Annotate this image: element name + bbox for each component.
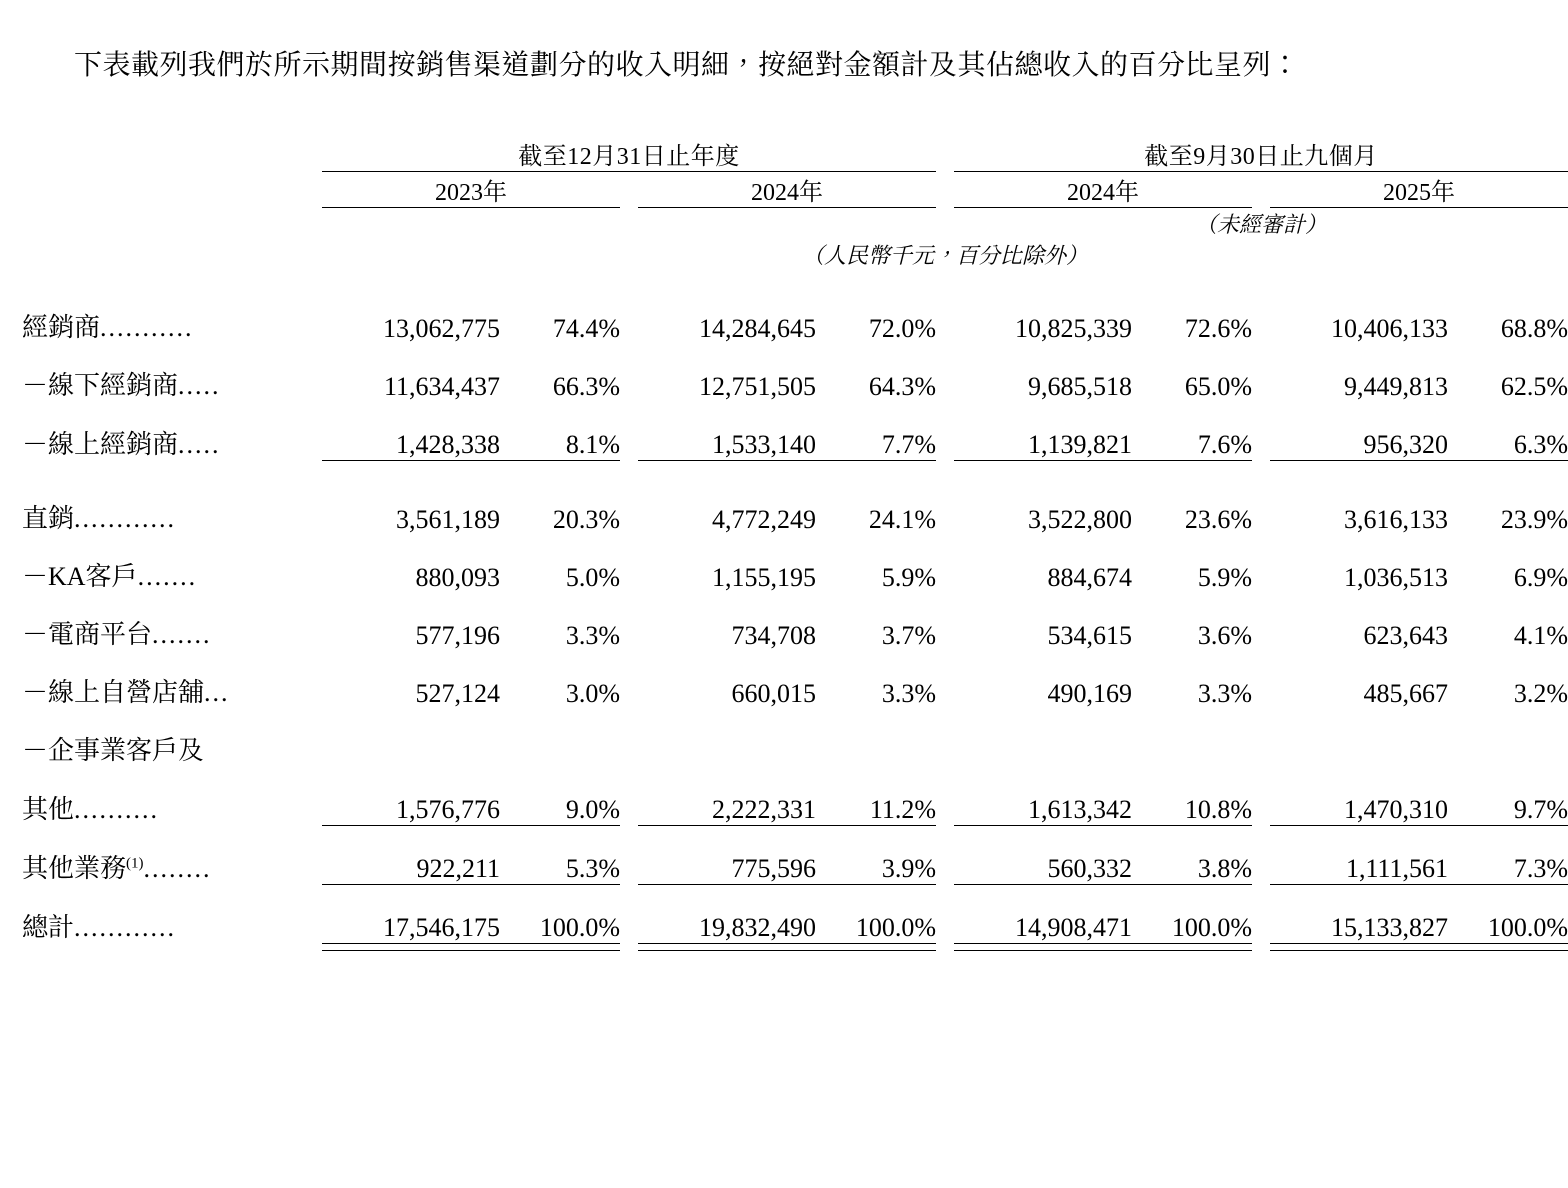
cell-value: 10.8% [1132, 767, 1252, 826]
gap [1252, 885, 1270, 944]
row-label-text: －線上自營店舖 [22, 678, 205, 707]
row-label-text: －KA客戶 [22, 562, 138, 591]
cell-value: 6.3% [1448, 402, 1568, 461]
row-leader-dots: ....... [152, 620, 212, 649]
cell-value: 65.0% [1184, 372, 1253, 401]
row-label [22, 651, 322, 709]
gap [1252, 344, 1270, 402]
table-row [22, 826, 1568, 885]
spacer-row-2 [22, 461, 1568, 478]
gap [1252, 535, 1270, 593]
cell-value: 9.7% [1448, 767, 1568, 826]
cell-value: 4,772,249 [712, 505, 816, 534]
cell-value: 1,470,310 [1270, 767, 1448, 826]
table-row [22, 344, 1568, 402]
group-gap [936, 136, 954, 172]
cell-value: 3.9% [816, 826, 936, 885]
cell-value: 13,062,775 [383, 314, 500, 343]
cell-value: 66.3% [552, 372, 620, 401]
gap [1252, 944, 1270, 951]
row-label-text: －企事業客戶及 [22, 736, 205, 765]
row-label-text: 直銷 [22, 504, 75, 533]
table-row [22, 286, 1568, 344]
cell-value: 1,533,140 [638, 402, 816, 461]
cell-value: 922,211 [322, 826, 500, 885]
unaudited-note: （未經審計） [1195, 212, 1328, 237]
cell-value: 623,643 [1363, 621, 1449, 650]
cell-value: 11.2% [816, 767, 936, 826]
spacer-row-1 [22, 270, 1568, 286]
cell-value: 9,685,518 [1028, 372, 1133, 401]
row-leader-dots: ..... [178, 371, 221, 400]
gap [620, 402, 638, 461]
row-label [22, 402, 322, 461]
total-double-rule [22, 944, 1568, 951]
cell-value: 7.6% [1132, 402, 1252, 461]
table-row-total [22, 885, 1568, 944]
table-row [22, 651, 1568, 709]
row-leader-dots: ..... [178, 429, 221, 459]
gap [936, 402, 954, 461]
table-row [22, 593, 1568, 651]
gap [936, 826, 954, 885]
cell-value: 3.8% [1132, 826, 1252, 885]
row-label-text: 其他業務 [22, 853, 127, 883]
cell-value: 12,751,505 [699, 372, 816, 401]
rule-cell [1132, 944, 1252, 951]
cell-value: 1,576,776 [322, 767, 500, 826]
row-label-text: 其他 [22, 794, 75, 824]
cell-value: 4.1% [1513, 621, 1568, 650]
group-header-nine-months: 截至9月30日止九個月 [954, 136, 1568, 172]
cell-value: 3,616,133 [1344, 505, 1449, 534]
cell-empty [322, 709, 500, 767]
cell-value: 560,332 [954, 826, 1132, 885]
gap [936, 535, 954, 593]
gap [620, 344, 638, 402]
cell-value: 6.9% [1513, 563, 1568, 592]
cell-value: 3,561,189 [396, 505, 500, 534]
cell-empty [638, 709, 816, 767]
gap [1252, 826, 1270, 885]
row-label-text: －線下經銷商 [22, 371, 179, 400]
table-row [22, 477, 1568, 535]
cell-value: 534,615 [1047, 621, 1133, 650]
cell-value: 10,825,339 [1015, 314, 1133, 343]
cell-value: 734,708 [731, 621, 816, 650]
intro-paragraph [0, 28, 1488, 94]
cell-value: 20.3% [552, 505, 620, 534]
gap [620, 826, 638, 885]
table-unaudited-row [22, 208, 1568, 240]
empty-corner [22, 136, 322, 172]
gap [1252, 477, 1270, 535]
row-label [22, 477, 322, 535]
year-header-2025-9m: 2025年 [1270, 172, 1568, 208]
row-label-text: －電商平台 [22, 620, 153, 649]
row-label [22, 826, 322, 885]
cell-empty [500, 709, 620, 767]
cell-value: 14,908,471 [1015, 913, 1133, 942]
table-row [22, 767, 1568, 826]
row-label [22, 593, 322, 651]
cell-value: 1,036,513 [1344, 563, 1449, 592]
gap [936, 477, 954, 535]
cell-value: 2,222,331 [638, 767, 816, 826]
cell-value: 100.0% [1487, 913, 1568, 942]
gap [936, 651, 954, 709]
row-leader-dots: ....... [137, 562, 198, 591]
cell-value: 10,406,133 [1331, 314, 1449, 343]
cell-empty [1448, 709, 1568, 767]
cell-value: 1,111,561 [1270, 826, 1448, 885]
gap [620, 477, 638, 535]
gap [620, 885, 638, 944]
rule-cell [816, 944, 936, 951]
row-label [22, 885, 322, 944]
table-group-header-row [22, 136, 1568, 172]
cell-value: 884,674 [1047, 563, 1133, 592]
cell-value: 3.7% [881, 621, 937, 650]
row-label-text: 經銷商 [22, 313, 101, 342]
revenue-by-channel-table [22, 136, 1568, 951]
cell-value: 100.0% [1171, 913, 1253, 942]
cell-value: 3.3% [565, 621, 620, 650]
cell-value: 24.1% [868, 505, 937, 534]
units-note: （人民幣千元，百分比除外） [802, 243, 1089, 268]
cell-value: 3,522,800 [1028, 505, 1133, 534]
gap [1252, 709, 1270, 767]
cell-value: 660,015 [731, 679, 816, 708]
footnote-marker: (1) [126, 854, 144, 871]
empty-cell-u2 [322, 208, 954, 240]
cell-value: 3.3% [881, 679, 937, 708]
cell-value: 9.0% [500, 767, 620, 826]
table-row [22, 535, 1568, 593]
gap [1252, 767, 1270, 826]
empty-cell-n [22, 239, 322, 270]
group-header-year: 截至12月31日止年度 [322, 136, 936, 172]
cell-value: 9,449,813 [1344, 372, 1449, 401]
row-leader-dots: ............ [74, 912, 177, 942]
cell-value: 3.3% [1197, 679, 1253, 708]
gap [936, 944, 954, 951]
cell-value: 100.0% [855, 913, 937, 942]
row-label [22, 709, 322, 767]
gap [936, 885, 954, 944]
gap-1 [620, 172, 638, 208]
gap-3 [1252, 172, 1270, 208]
cell-empty [1270, 709, 1448, 767]
row-label [22, 344, 322, 402]
row-label [22, 767, 322, 826]
gap [936, 344, 954, 402]
rule-cell [1270, 944, 1448, 951]
gap [620, 593, 638, 651]
cell-empty [816, 709, 936, 767]
table-row [22, 709, 1568, 767]
cell-value: 19,832,490 [699, 913, 816, 942]
cell-value: 3.6% [1197, 621, 1253, 650]
cell-value: 72.0% [868, 314, 937, 343]
cell-value: 5.9% [881, 563, 937, 592]
row-leader-dots: ........... [100, 313, 194, 342]
cell-value: 5.3% [500, 826, 620, 885]
cell-value: 17,546,175 [383, 913, 500, 942]
gap [936, 286, 954, 344]
row-leader-dots: .......... [74, 794, 160, 824]
cell-value: 1,428,338 [322, 402, 500, 461]
cell-value: 7.3% [1448, 826, 1568, 885]
cell-value: 1,613,342 [954, 767, 1132, 826]
document-page [0, 28, 1568, 1188]
cell-value: 1,155,195 [712, 563, 816, 592]
table-units-row [22, 239, 1568, 270]
intro-text: 下表載列我們於所示期間按銷售渠道劃分的收入明細，按絕對金額計及其佔總收入的百分比呈列： [74, 50, 1300, 81]
cell-value: 3.0% [565, 679, 620, 708]
gap [620, 767, 638, 826]
gap [1252, 593, 1270, 651]
gap-2 [936, 172, 954, 208]
cell-value: 490,169 [1047, 679, 1133, 708]
cell-value: 72.6% [1184, 314, 1253, 343]
cell-value: 68.8% [1500, 314, 1568, 343]
year-header-2023: 2023年 [322, 172, 620, 208]
spacer-cell [22, 270, 1568, 286]
table-year-header-row [22, 172, 1568, 208]
gap [620, 651, 638, 709]
cell-empty [954, 709, 1132, 767]
rule-cell [638, 944, 816, 951]
row-leader-dots: ... [204, 678, 230, 707]
cell-value: 14,284,645 [699, 314, 816, 343]
cell-value: 1,139,821 [954, 402, 1132, 461]
row-label [22, 535, 322, 593]
cell-value: 956,320 [1270, 402, 1448, 461]
cell-value: 11,634,437 [383, 372, 500, 401]
cell-value: 7.7% [816, 402, 936, 461]
gap [620, 535, 638, 593]
cell-value: 5.0% [565, 563, 620, 592]
cell-value: 23.9% [1500, 505, 1568, 534]
cell-value: 15,133,827 [1331, 913, 1449, 942]
cell-value: 775,596 [638, 826, 816, 885]
row-label-text: －線上經銷商 [22, 429, 179, 459]
gap [936, 709, 954, 767]
cell-empty [1132, 709, 1252, 767]
year-header-2024-fy: 2024年 [638, 172, 936, 208]
row-leader-dots: ............ [74, 504, 177, 533]
gap [1252, 286, 1270, 344]
rule-cell [954, 944, 1132, 951]
rule-cell [1448, 944, 1568, 951]
empty-cell-u [22, 208, 322, 240]
cell-value: 100.0% [539, 913, 620, 942]
empty-corner-2 [22, 172, 322, 208]
rule-cell [322, 944, 500, 951]
cell-value: 62.5% [1500, 372, 1568, 401]
table-row [22, 402, 1568, 461]
year-header-2024-9m: 2024年 [954, 172, 1252, 208]
gap [1252, 402, 1270, 461]
cell-value: 880,093 [415, 563, 500, 592]
cell-value: 64.3% [868, 372, 937, 401]
gap [1252, 651, 1270, 709]
cell-value: 527,124 [415, 679, 500, 708]
gap [620, 944, 638, 951]
cell-value: 74.4% [552, 314, 620, 343]
cell-value: 8.1% [500, 402, 620, 461]
spacer-cell [22, 461, 1568, 478]
cell-value: 23.6% [1184, 505, 1253, 534]
cell-value: 577,196 [415, 621, 500, 650]
cell-value: 5.9% [1197, 563, 1253, 592]
cell-value: 485,667 [1363, 679, 1449, 708]
row-label [22, 286, 322, 344]
rule-label-gap [22, 944, 322, 951]
gap [936, 593, 954, 651]
gap [620, 286, 638, 344]
gap [620, 709, 638, 767]
cell-value: 3.2% [1513, 679, 1568, 708]
gap [936, 767, 954, 826]
row-leader-dots: ........ [143, 853, 212, 883]
row-label-text: 總計 [22, 912, 75, 942]
rule-cell [500, 944, 620, 951]
